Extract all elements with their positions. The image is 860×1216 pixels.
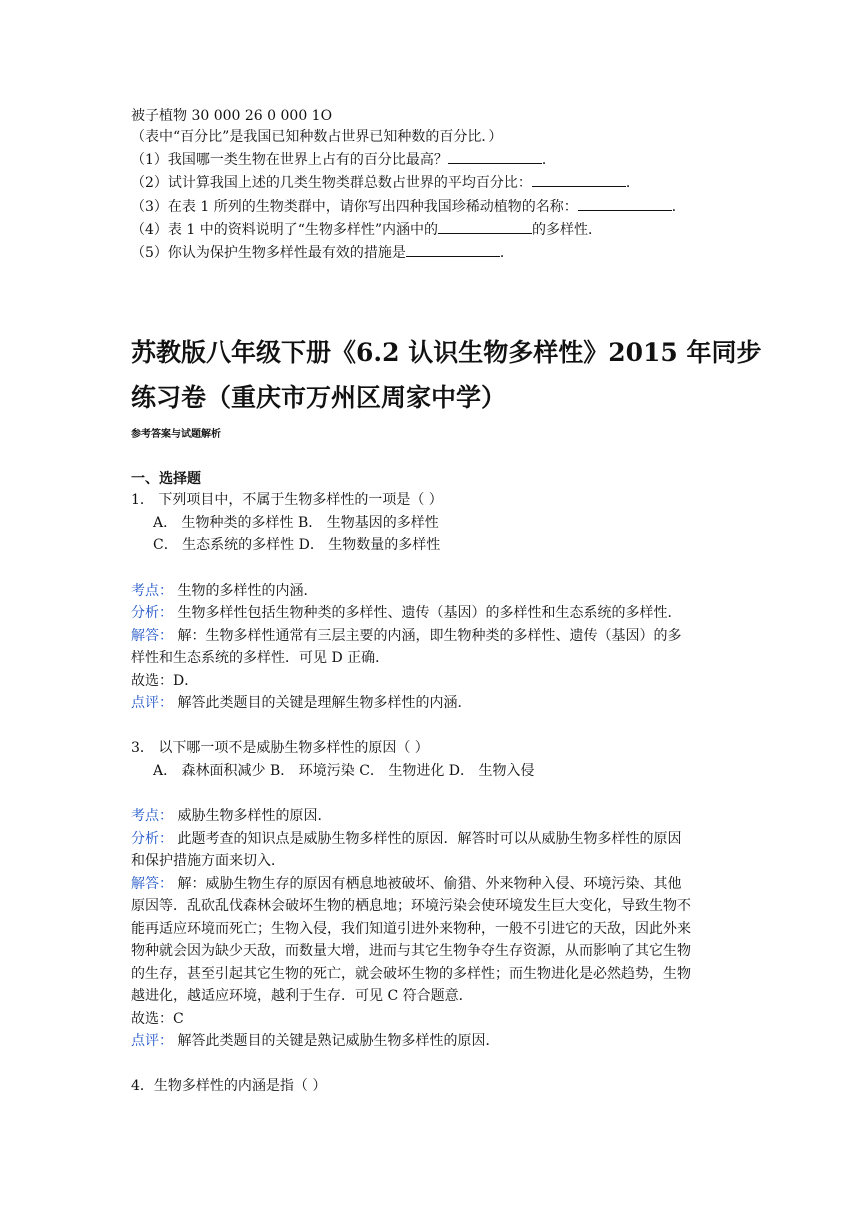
question-1 <box>131 149 556 170</box>
q3-answer: 故选：C <box>131 1011 184 1027</box>
question-5 <box>131 242 514 263</box>
jieda-label: 解答： <box>131 628 173 644</box>
question-end: ． <box>499 245 514 261</box>
q4-stem: 4．生物多样性的内涵是指（ ） <box>131 1078 327 1094</box>
document-title-line-1: 苏教版八年级下册《6.2 认识生物多样性》2015 年同步 <box>131 338 762 367</box>
fenxi-label: 分析： <box>131 605 173 621</box>
q3-jieda-line-4: 物种就会因为缺少天敌，而数量大增，进而与其它生物争夺生存资源，从而影响了其它生物 <box>131 943 691 959</box>
q3-jieda-line-2: 原因等．乱砍乱伐森林会破坏生物的栖息地；环境污染会使环境发生巨大变化，导致生物不 <box>131 898 691 914</box>
question-end: 的多样性． <box>532 222 603 238</box>
kaodian-label: 考点： <box>131 583 173 599</box>
q3-jieda <box>131 874 681 894</box>
q1-dianping <box>131 693 471 713</box>
q3-kaodian <box>131 806 331 826</box>
question-text: （4）表 1 中的资料说明了“生物多样性”内涵中的 <box>131 222 439 238</box>
question-3 <box>131 196 686 217</box>
kaodian-label: 考点： <box>131 808 173 824</box>
q1-jieda-line-2: 样性和生态系统的多样性．可见 D 正确． <box>131 650 390 666</box>
fenxi-label: 分析： <box>131 831 173 847</box>
q1-jieda <box>131 626 681 646</box>
question-end: ． <box>625 175 640 191</box>
q1-kaodian <box>131 581 317 601</box>
q1-options-row-2: C． 生态系统的多样性 D． 生物数量的多样性 <box>153 537 441 553</box>
dianping-text: 解答此类题目的关键是熟记威胁生物多样性的原因． <box>173 1033 500 1049</box>
document-subtitle: 参考答案与试题解析 <box>131 429 221 440</box>
question-end: ． <box>671 199 686 215</box>
q1-stem: 1． 下列项目中，不属于生物多样性的一项是（ ） <box>131 492 443 508</box>
question-text: （3）在表 1 所列的生物类群中，请你写出四种我国珍稀动植物的名称： <box>131 199 578 215</box>
q1-options-row-1: A． 生物种类的多样性 B． 生物基因的多样性 <box>153 515 439 531</box>
question-text: （5）你认为保护生物多样性最有效的措施是 <box>131 245 406 261</box>
answer-blank <box>448 149 542 164</box>
q1-answer: 故选：D． <box>131 673 199 689</box>
jieda-text: 解：生物多样性通常有三层主要的内涵，即生物种类的多样性、遗传（基因）的多 <box>173 628 682 644</box>
section-heading: 一、选择题 <box>131 471 201 487</box>
fenxi-text: 生物多样性包括生物种类的多样性、遗传（基因）的多样性和生态系统的多样性． <box>173 605 682 621</box>
q3-fenxi <box>131 829 681 849</box>
question-text: （2）试计算我国上述的几类生物类群总数占世界的平均百分比： <box>131 175 532 191</box>
q1-fenxi <box>131 603 681 623</box>
kaodian-text: 生物的多样性的内涵． <box>173 583 318 599</box>
answer-blank <box>438 219 532 234</box>
table-row-angiosperm: 被子植物 30 000 26 0 000 1O <box>131 108 333 124</box>
question-text: （1）我国哪一类生物在世界上占有的百分比最高？ <box>131 152 448 168</box>
question-2 <box>131 172 640 193</box>
kaodian-text: 威胁生物多样性的原因． <box>173 808 332 824</box>
question-end: ． <box>541 152 556 168</box>
jieda-text: 解：威胁生物生存的原因有栖息地被破坏、偷猎、外来物种入侵、环境污染、其他 <box>173 876 682 892</box>
answer-blank <box>532 172 626 187</box>
q3-fenxi-line-2: 和保护措施方面来切入． <box>131 853 285 869</box>
q3-dianping <box>131 1031 499 1051</box>
q3-jieda-line-5: 的生存，甚至引起其它生物的死亡，就会破坏生物的多样性；而生物进化是必然趋势，生物 <box>131 966 691 982</box>
table-note: （表中“百分比”是我国已知种数占世界已知种数的百分比．） <box>131 129 503 145</box>
jieda-label: 解答： <box>131 876 173 892</box>
dianping-label: 点评： <box>131 1033 173 1049</box>
q3-stem: 3． 以下哪一项不是威胁生物多样性的原因（ ） <box>131 740 429 756</box>
fenxi-text: 此题考查的知识点是威胁生物多样性的原因．解答时可以从威胁生物多样性的原因 <box>173 831 682 847</box>
dianping-text: 解答此类题目的关键是理解生物多样性的内涵． <box>173 695 472 711</box>
question-4 <box>131 219 602 240</box>
q3-options-row-1: A． 森林面积减少 B． 环境污染 C． 生物进化 D． 生物入侵 <box>153 763 535 779</box>
q3-jieda-line-3: 能再适应环境而死亡；生物入侵，我们知道引进外来物种，一般不引进它的天敌，因此外来 <box>131 921 691 937</box>
q3-jieda-line-6: 越进化，越适应环境，越利于生存．可见 C 符合题意． <box>131 988 473 1004</box>
dianping-label: 点评： <box>131 695 173 711</box>
answer-blank <box>406 242 500 257</box>
answer-blank <box>578 196 672 211</box>
document-title-line-2: 练习卷（重庆市万州区周家中学） <box>131 383 507 412</box>
